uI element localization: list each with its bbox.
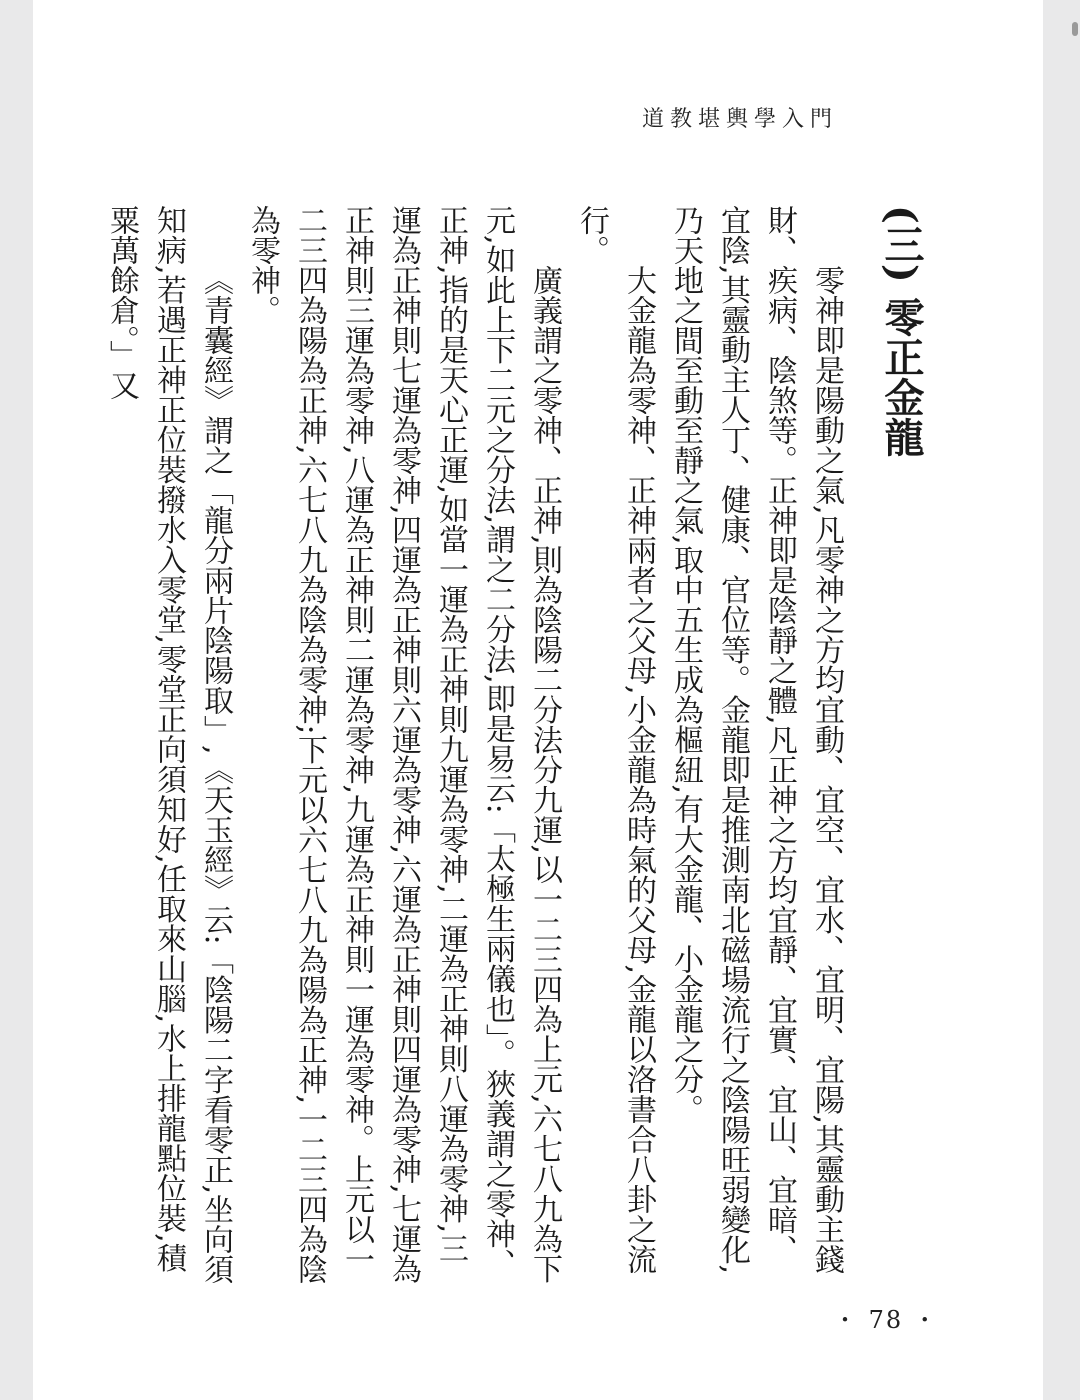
paragraph-1: 零神即是陽動之氣,凡零神之方均宜動、宜空、宜水、宜明、宜陽,其靈動主錢財、疾病、陰煞等。正神即是陰靜之體,凡正神之方均宜靜、宜實、宜山、宜暗、宜陰,其靈動主人丁、健康、官位等。金龍即是推測南北磁場流行之陰陽旺弱變化,乃天地之間至動至靜之氣,取中五生成為樞紐,有大金龍、小金龍之分。 — [668, 205, 844, 1275]
document-page — [33, 0, 1043, 1400]
section-title: (三) 零正金龍 — [878, 205, 925, 457]
paragraph-4: 《青囊經》謂之「龍分兩片陰陽取」,《天玉經》云:「陰陽二字看零正,坐向須知病,若遇正神正位裝撥水入零堂,零堂正向須知好,任取來山腦,水上排龍點位裝,積粟萬餘倉。」又 — [104, 205, 233, 1285]
paragraph-3: 廣義謂之零神、正神,則為陰陽二分法分九運,以一二三四為上元,六七八九為下元,如此上下二元之分法,謂之二分法,即是易云:「太極生兩儀也」。狹義謂之零神、正神,指的是天心正運,如當一運為正神則九運為零神,二運為正神則八運為零神,三運為正神則七運為零神,四運為正神則六運為零神,六運為正神則四運為零神,七運為正神則三運為零神,八運為正神則二運為零神,九運為正神則一運為零神。上元以一二三四為陽為正神,六七八九為陰為零神;下元以六七八九為陽為正神,一二三四為陰為零神。 — [245, 205, 562, 1285]
body-text — [104, 205, 925, 1285]
page-number: ・ 78 ・ — [833, 1306, 939, 1334]
running-head: 道教堪輿學入門 — [641, 107, 838, 132]
scrollbar-thumb[interactable] — [1072, 22, 1078, 36]
paragraph-2: 大金龍為零神、正神兩者之父母,小金龍為時氣的父母,金龍以洛書合八卦之流行。 — [574, 205, 656, 1275]
